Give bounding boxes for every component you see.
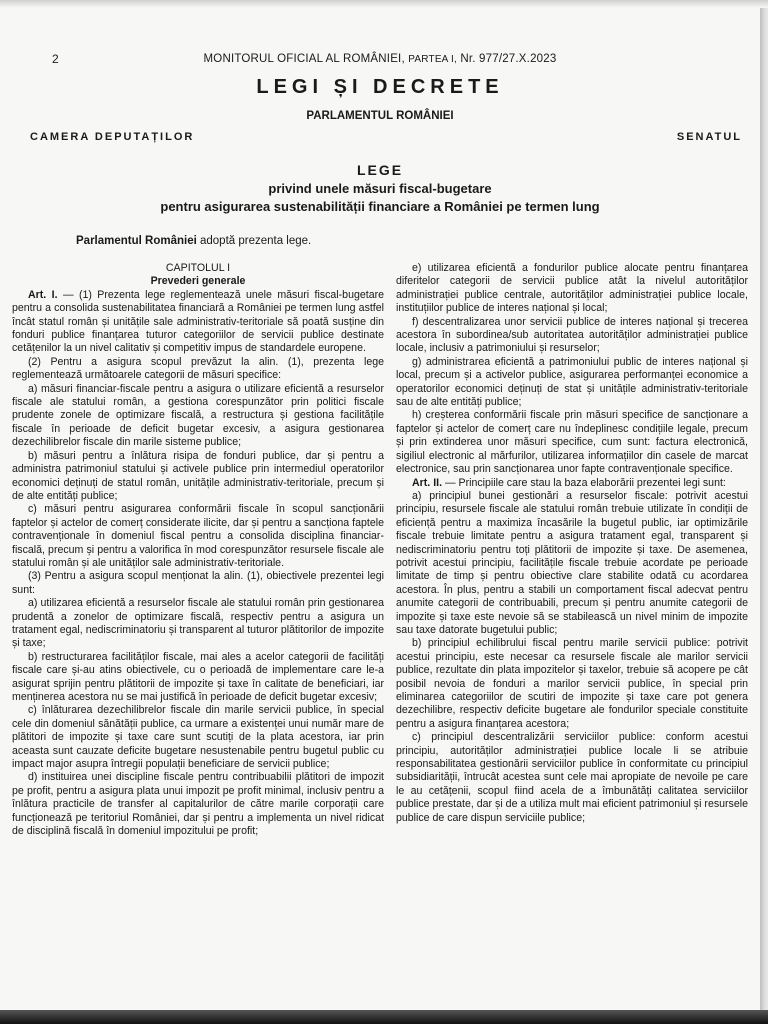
list-item: d) instituirea unei discipline fiscale pentru contribuabilii plătitori de impozit pe profit, pentru a asigura plata unui impozit pe profit minimal, inclusiv pentru a înlătura practicile de transfer al capitalurilor de către marile corporații care funcționează pe teritoriul României, dar și pentru a implementa un nivel ridicat de disciplină fiscală în domeniul impozitului pe profit; — [12, 771, 384, 838]
parliament-heading: PARLAMENTUL ROMÂNIEI — [306, 110, 454, 122]
list-item: c) înlăturarea dezechilibrelor fiscale din marile servicii publice, în special cele din domeniul sănătății publice, ca urmare a existenței unui număr mare de plătitori de impozite și taxe care sunt scutiți de la plata acestora, iar prin aceasta sunt cauzate deficite bugetare nesustenabile pentru bugetul public cu impact major asupra întregii populații beneficiare de servicii publice; — [12, 704, 384, 771]
list-item: a) principiul bunei gestionări a resurselor fiscale: potrivit acestui principiu, resursele fiscale ale statului român trebuie utilizate în condiții de eficiență pentru a maximiza încasările la bugetul public, iar optimizările fiscale trebuie limitate pentru a asigura tratament egal, transparent și nediscriminatoriu pentru toți plătitorii de impozite și taxe. De asemenea, potrivit acestui principiu, facilitățile fiscale trebuie acordate pe perioade limitate de timp și pentru obiective clare stabilite odată cu acordarea acestora. În plus, pentru a stabili un comportament fiscal adecvat pentru anumite categorii de contribuabili, precum și pentru anumite categorii de impozite și taxe este nevoie să se stabilească un nivel minim de impozite sau taxe datorate bugetului public; — [396, 489, 748, 636]
section-title: LEGI ȘI DECRETE — [256, 76, 504, 98]
list-item: e) utilizarea eficientă a fondurilor publice alocate pentru finanțarea diferitelor categorii de servicii publice atât la nivelul autorităților administrației publice centrale, autorităților administrației publice locale, instituțiilor publice de interes național și local; — [396, 262, 748, 315]
list-item: b) măsuri pentru a înlătura risipa de fonduri publice, dar și pentru a administra patrimoniul statului și activele publice prin intermediul operatorilor economici deținuți de statul român, unitățile administrativ-teritoriale, precum și de alte entități publice; — [12, 449, 384, 502]
journal-part: PARTEA I, — [408, 54, 457, 65]
article-2-text: — Principiile care stau la baza elaborării prezentei legi sunt: — [442, 476, 726, 489]
page-header — [0, 52, 760, 68]
list-item: h) creșterea conformării fiscale prin măsuri specifice de sancționare a faptelor și actelor de comerț care nu îndeplinesc condițiile legale, precum și prin extinderea unor măsuri specifice, cum sunt: factura electronică, sigiliul electronic al mărfurilor, utilizarea informațiilor din casele de marcat electronice, sau prin sancționarea unor fapte contravenționale specifice. — [396, 409, 748, 476]
list-item: c) principiul descentralizării serviciilor publice: conform acestui principiu, autorităților administrației publice locale li se atribuie responsabilitatea gestionării serviciilor publice în conformitate cu principiul subsidiarității, întrucât acestea sunt cele mai apropiate de nevoile pe care le au cetățenii, scopul fiind acela de a îmbunătăți calitatea serviciilor publice prestate, dar și de a utiliza mult mai eficient patrimoniul și resursele publice de care dispun serviciile publice; — [396, 731, 748, 824]
paragraph: (2) Pentru a asigura scopul prevăzut la alin. (1), prezenta lege reglementează următoarele categorii de măsuri specifice: — [12, 355, 384, 382]
article-2-label: Art. II. — [412, 476, 443, 489]
law-label: LEGE — [356, 162, 404, 178]
bottom-shadow-bar — [0, 1010, 768, 1024]
list-item: b) principiul echilibrului fiscal pentru marile servicii publice: potrivit acestui principiu, este necesar ca resursele fiscale ale marilor servicii publice, rezultate din plata impozitelor și taxelor, trebuie să acopere pe cât posibil nevoia de fonduri a marilor servicii publice, în special prin eliminarea categoriilor de scutiri de impozite și taxe care pot genera dezechilibre, respectiv deficite bugetare ale fondurilor speciale constituite pentru a asigura finanțarea acestora; — [396, 637, 748, 730]
article-1 — [12, 289, 384, 356]
left-column — [12, 262, 384, 838]
page-number: 2 — [52, 52, 59, 66]
list-item: a) utilizarea eficientă a resurselor fiscale ale statului român prin gestionarea prudentă a zonelor de optimizare fiscală, respectiv pentru a asigura un tratament egal, nediscriminatoriu și transparent al tuturor plătitorilor de impozite și taxe; — [12, 597, 384, 650]
list-item: b) restructurarea facilităților fiscale, mai ales a acelor categorii de facilități fiscale care și-au atins obiectivele, cu o perioadă de implementare care le-a asigurat sprijin pentru plătitorii de impozite și taxe în calitate de beneficiari, iar menținerea acestora nu se mai justifică în perioade de deficit bugetar excesiv; — [12, 650, 384, 703]
chapter-number: CAPITOLUL I — [165, 262, 231, 274]
chapter-title: Prevederi generale — [150, 275, 246, 288]
page-edge-shadow — [0, 0, 768, 8]
adoption-subject: Parlamentul României — [76, 235, 197, 247]
paragraph: (3) Pentru a asigura scopul menționat la alin. (1), obiectivele prezentei legi sunt: — [12, 570, 384, 596]
list-item: a) măsuri financiar-fiscale pentru a asigura o utilizare eficientă a resurselor fiscale ale statului român, a gestiona corespunzător prin politici fiscale prudente zonele de optimizare fiscală, a restructura și gestiona facilitățile fiscale în perioade de deficit bugetar excesiv, a asigura gestionarea dezechilibrelor fiscale din marile sisteme publice; — [12, 382, 384, 449]
adoption-text: adoptă prezenta lege. — [196, 235, 312, 247]
journal-main: MONITORUL OFICIAL AL ROMÂNIEI, — [203, 53, 405, 65]
senate-heading: SENATUL — [676, 131, 742, 143]
journal-title — [0, 53, 760, 65]
law-title-line2: pentru asigurarea sustenabilității financiare a României pe termen lung — [160, 199, 600, 214]
law-title-line1: privind unele măsuri fiscal-bugetare — [268, 181, 492, 196]
journal-issue: Nr. 977/27.X.2023 — [460, 53, 557, 65]
adoption-statement — [76, 235, 311, 247]
list-item: f) descentralizarea unor servicii publice de interes național și trecerea acestora în subordinea/sub autoritatea autorităților administrației publice locale, inclusiv a patrimoniului și resurselor; — [396, 315, 748, 355]
chamber-heading: CAMERA DEPUTAȚILOR — [30, 131, 195, 143]
right-column — [396, 262, 748, 825]
list-item: g) administrarea eficientă a patrimoniului public de interes național și local, precum și a activelor publice, asigurarea performanței economice a operatorilor economici deținuți de stat și unitățile administrativ-teritoriale sau de alte entități publice; — [396, 355, 748, 409]
article-2 — [396, 477, 748, 490]
article-1-label: Art. I. — [28, 288, 58, 301]
article-1-text: — (1) Prezenta lege reglementează unele măsuri fiscal-bugetare pentru a consolida sustenabilitatea financiară a României pe termen lung astfel încât statul român și unitățile sale administrativ-teritoriale să poată susține din fonduri publice finanțarea tuturor categoriilor de servicii publice destinate cetățenilor la un nivel calitativ și competitiv impus de standardele europene. — [12, 288, 385, 355]
list-item: c) măsuri pentru asigurarea conformării fiscale în scopul sancționării faptelor și actelor de comerț considerate ilicite, dar și pentru a sancționa faptele contravenționale în domeniul fiscal pentru a consolida disciplina financiar-fiscală, precum și pentru a valorifica în mod corespunzător resursele fiscale ale statului român și ale unităților sale administrativ-teritoriale. — [12, 503, 384, 569]
